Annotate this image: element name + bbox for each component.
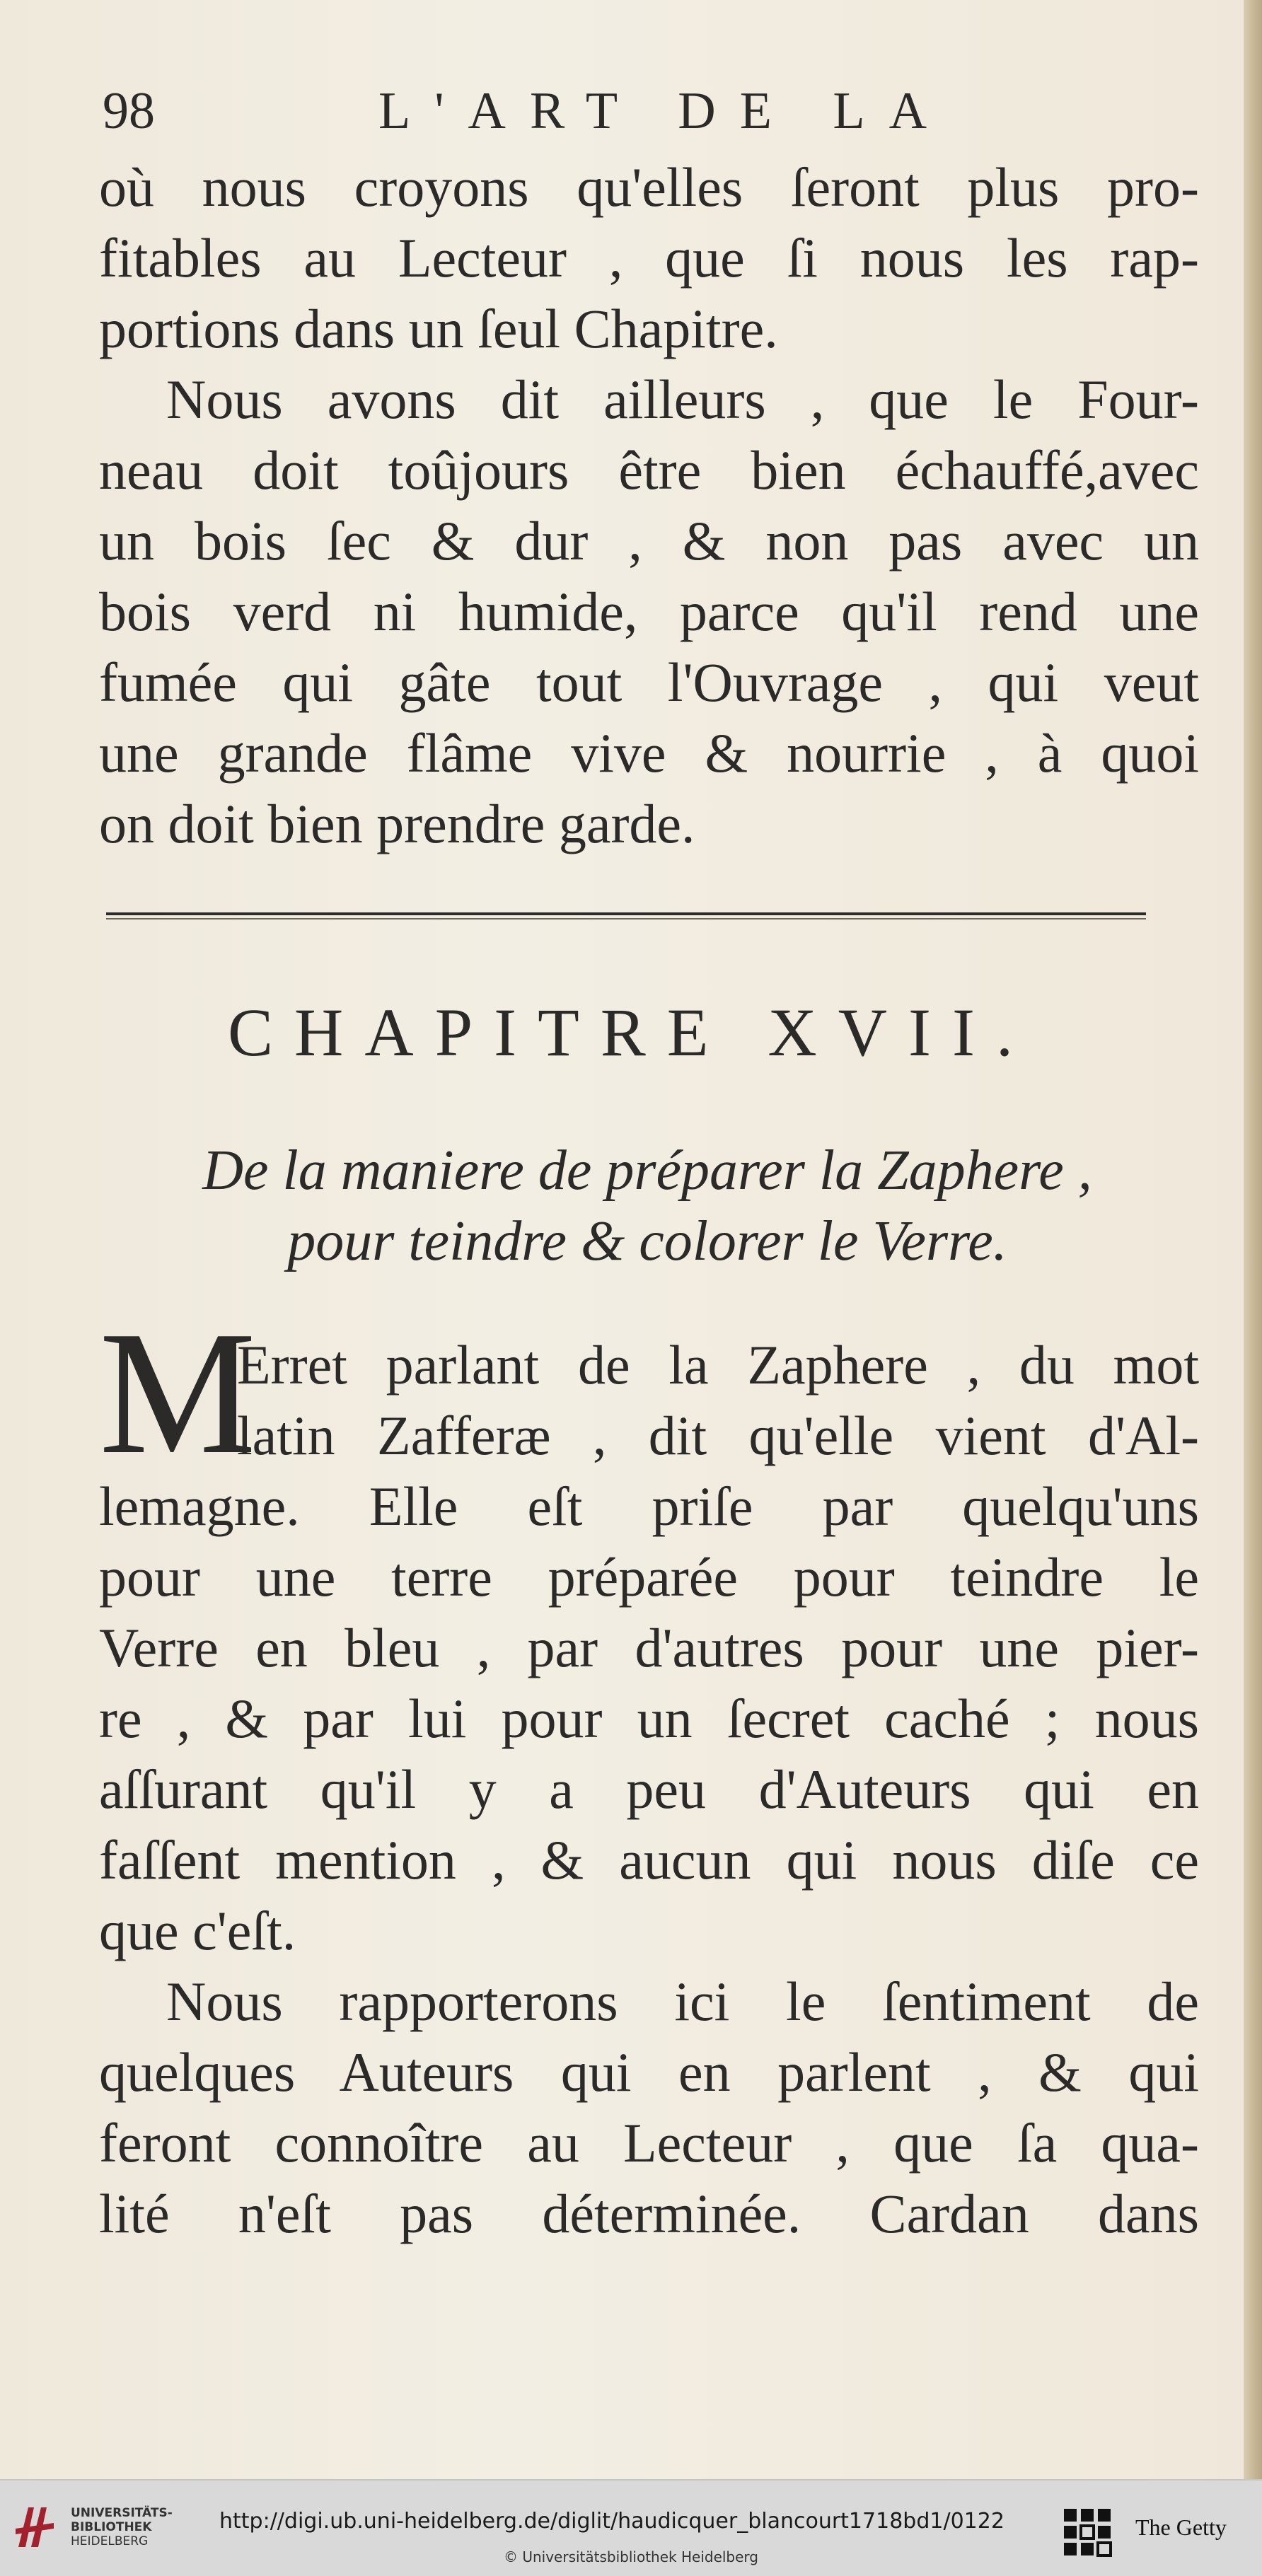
text-line: portions dans un ſeul Chapitre. [99,298,778,359]
paragraph-body-first-lines [237,1330,1199,1471]
paragraph-body [99,1471,1199,1966]
running-title: L'ART DE LA [378,82,951,140]
library-name [71,2506,173,2548]
chapter-subtitle-line: De la maniere de préparer la Zaphere , [202,1139,1092,1202]
running-header [103,79,1192,143]
text-line: où nous croyons qu'elles ſeront plus pro- [99,156,1199,218]
text-line: fitables au Lecteur , que ſi nous les rap- [99,227,1199,289]
getty-label[interactable]: The Getty [1135,2514,1227,2540]
text-line: un bois ſec & dur , & non pas avec un [99,510,1199,572]
text-line: latin Zafferæ , dit qu'elle vient d'Al- [237,1405,1199,1466]
library-name-line: UNIVERSITÄTS- [71,2506,173,2520]
text-line: faſſent mention , & aucun qui nous diſe ce [99,1829,1199,1891]
text-line: neau doit toûjours être bien échauffé,avec [99,439,1199,501]
text-line: Nous avons dit ailleurs , que le Four- [166,369,1199,430]
section-divider-rule [106,912,1146,915]
page-gutter-shadow [1244,0,1262,2479]
text-line: pour une terre préparée pour teindre le [99,1546,1199,1608]
text-line: quelques Auteurs qui en parlent , & qui [99,2041,1199,2103]
library-name-line: HEIDELBERG [71,2534,149,2548]
heidelberg-library-logo-icon[interactable] [13,2502,57,2553]
text-line: on doit bien prendre garde. [99,793,695,854]
text-line: Nous rapporterons ici le ſentiment de [166,1971,1199,2032]
text-line: Erret parlant de la Zaphere , du mot [237,1334,1199,1396]
text-line: aſſurant qu'il y a peu d'Auteurs qui en [99,1758,1199,1820]
page-number: 98 [103,82,155,140]
paragraph-furnace [99,364,1199,859]
drop-cap: M [99,1295,257,1491]
getty-logo-icon[interactable] [1061,2505,1115,2558]
library-name-line: BIBLIOTHEK [71,2520,152,2534]
permalink-url[interactable]: http://digi.ub.uni-heidelberg.de/diglit/haudicquer_blancourt1718bd1/0122 [219,2509,1005,2534]
copyright-notice: © Universitätsbibliothek Heidelberg [503,2548,758,2565]
text-line: que c'eſt. [99,1900,296,1961]
paragraph-authors [99,1966,1199,2249]
text-line: lité n'eſt pas déterminée. Cardan dans [99,2183,1199,2244]
text-line: une grande flâme vive & nourrie , à quoi [99,722,1199,784]
text-line: fumée qui gâte tout l'Ouvrage , qui veut [99,651,1199,713]
text-line: Verre en bleu , par d'autres pour une pier- [99,1617,1199,1678]
text-line: feront connoître au Lecteur , que ſa qua- [99,2112,1199,2174]
chapter-heading: CHAPITRE XVII. [228,994,1034,1070]
viewer-footer [0,2479,1262,2576]
paragraph-continuation [99,152,1199,364]
text-line: bois verd ni humide, parce qu'il rend une [99,581,1199,642]
text-line: re , & par lui pour un ſecret caché ; nous [99,1688,1199,1749]
chapter-subtitle-line: pour teindre & colorer le Verre. [287,1210,1007,1272]
text-line: lemagne. Elle eſt priſe par quelqu'uns [99,1475,1199,1537]
